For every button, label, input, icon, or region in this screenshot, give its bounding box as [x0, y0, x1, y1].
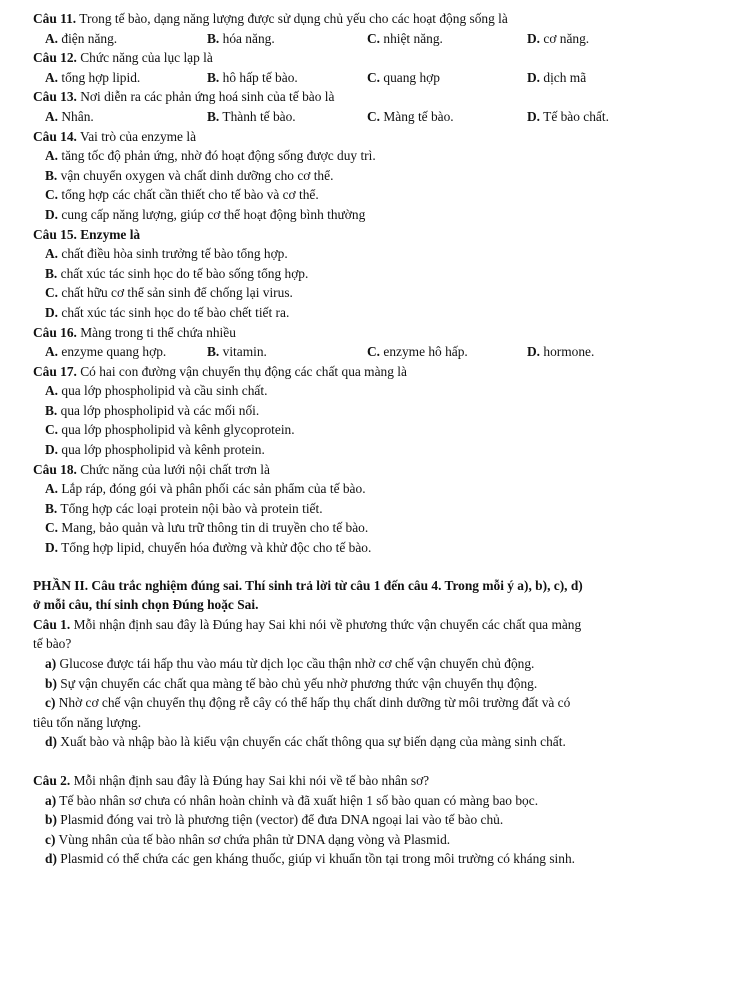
statement-label: b): [45, 675, 57, 691]
statement-d: [45, 849, 723, 869]
option-label: B.: [45, 402, 58, 418]
question-text: Vai trò của enzyme là: [76, 128, 197, 144]
option-label: A.: [45, 30, 59, 46]
option-b: [45, 264, 723, 284]
option-text: chất xúc tác sinh học do tế bào sống tổng hợp.: [57, 265, 309, 281]
option-label: C.: [45, 422, 59, 438]
option-label: A.: [45, 246, 59, 262]
statement-label: c): [45, 831, 56, 847]
question-stem: [33, 87, 723, 107]
statement-text: Vùng nhân của tế bào nhân sơ chứa phân tử DNA dạng vòng và Plasmid.: [55, 831, 451, 847]
part-2-heading-line-1: PHẦN II. Câu trắc nghiệm đúng sai. Thí sinh trả lời từ câu 1 đến câu 4. Trong mỗi ý a), b), c), d): [33, 577, 583, 593]
option-label: A.: [45, 344, 59, 360]
option-a: [45, 244, 723, 264]
statement-c: [45, 830, 723, 850]
question-number: Câu 16.: [33, 324, 77, 340]
option-label: D.: [45, 442, 59, 458]
option-text: Thành tế bào.: [219, 108, 296, 124]
option-a: [45, 68, 207, 88]
question-stem: [33, 225, 723, 245]
question-text: Chức năng của lưới nội chất trơn là: [76, 461, 270, 477]
option-b: [207, 29, 367, 49]
option-label: D.: [527, 344, 541, 360]
statement-c-continued: tiêu tốn năng lượng.: [33, 714, 142, 730]
spacer: [33, 752, 723, 771]
option-text: chất điều hòa sinh trưởng tế bào tổng hợp.: [58, 246, 288, 262]
question-text: Mỗi nhận định sau đây là Đúng hay Sai khi nói về tế bào nhân sơ?: [70, 772, 430, 788]
question-number: Câu 11.: [33, 11, 77, 26]
option-text: nhiệt năng.: [380, 30, 443, 46]
question-number: Câu 14.: [33, 128, 77, 144]
option-text: tổng hợp lipid.: [58, 69, 141, 85]
part-2-heading: [33, 576, 723, 615]
option-a: [45, 107, 207, 127]
statement-c: [45, 693, 723, 713]
statement-label: d): [45, 734, 57, 750]
question-text-continued: tế bào?: [33, 636, 72, 652]
option-label: A.: [45, 69, 59, 85]
option-a: [45, 381, 723, 401]
option-text: enzyme hô hấp.: [380, 344, 468, 360]
option-b: [45, 166, 723, 186]
question-15: [33, 225, 723, 323]
option-d: [45, 303, 723, 323]
option-text: qua lớp phospholipid và các mối nối.: [57, 402, 260, 418]
option-b: [207, 107, 367, 127]
question-number: Câu 13.: [33, 89, 77, 105]
statement-a: [45, 791, 723, 811]
option-label: B.: [45, 500, 58, 516]
option-text: Tổng hợp lipid, chuyển hóa đường và khử độc cho tế bào.: [58, 540, 372, 556]
option-text: qua lớp phospholipid và kênh glycoprotein.: [58, 422, 295, 438]
answer-options: [45, 29, 723, 49]
option-label: D.: [45, 304, 59, 320]
question-number: Câu 18.: [33, 461, 77, 477]
question-number: Câu 15. Enzyme là: [33, 226, 141, 242]
option-text: quang hợp: [380, 69, 440, 85]
question-text: Chức năng của lục lạp là: [76, 50, 213, 66]
option-d: [45, 205, 723, 225]
option-label: B.: [207, 30, 220, 46]
option-text: Màng tế bào.: [380, 108, 454, 124]
part-2-heading-line-2: ở mỗi câu, thí sinh chọn Đúng hoặc Sai.: [33, 597, 259, 613]
answer-options: [45, 68, 723, 88]
option-text: hô hấp tế bào.: [219, 69, 298, 85]
option-label: B.: [207, 69, 220, 85]
question-stem: [33, 127, 723, 147]
option-a: [45, 29, 207, 49]
statement-label: a): [45, 792, 57, 808]
option-c: [45, 518, 723, 538]
question-number: Câu 2.: [33, 772, 71, 788]
option-label: A.: [45, 108, 59, 124]
option-label: C.: [367, 30, 381, 46]
part-1-multiple-choice: [33, 9, 723, 558]
option-label: A.: [45, 383, 59, 399]
option-c: [367, 342, 527, 362]
question-text: Nơi diễn ra các phản ứng hoá sinh của tế bào là: [76, 89, 335, 105]
option-label: B.: [45, 167, 58, 183]
option-text: enzyme quang hợp.: [58, 344, 167, 360]
statement-label: c): [45, 695, 56, 711]
true-false-question-1: [33, 615, 723, 752]
statement-b: [45, 674, 723, 694]
statement-label: a): [45, 656, 57, 671]
question-number: Câu 1.: [33, 616, 71, 632]
option-text: chất xúc tác sinh học do tế bào chết tiết ra.: [58, 304, 290, 320]
option-b: [45, 499, 723, 519]
option-b: [207, 342, 367, 362]
option-text: dịch mã: [540, 69, 587, 85]
option-text: vitamin.: [219, 344, 267, 360]
option-text: tổng hợp các chất cần thiết cho tế bào và cơ thể.: [58, 187, 319, 203]
statement-label: d): [45, 851, 57, 867]
statement-b: [45, 810, 723, 830]
option-b: [207, 68, 367, 88]
option-b: [45, 401, 723, 421]
option-text: qua lớp phospholipid và kênh protein.: [58, 442, 265, 458]
statement-text: Plasmid đóng vai trò là phương tiện (vector) để đưa DNA ngoại lai vào tế bào chủ.: [56, 812, 504, 828]
option-c: [367, 29, 527, 49]
answer-options: [45, 342, 723, 362]
option-text: cơ năng.: [540, 30, 590, 46]
option-d: [45, 440, 723, 460]
option-c: [367, 107, 527, 127]
option-text: hormone.: [540, 344, 595, 360]
option-label: D.: [45, 540, 59, 556]
option-d: [45, 538, 723, 558]
option-label: C.: [367, 108, 381, 124]
option-text: qua lớp phospholipid và cầu sinh chất.: [58, 383, 268, 399]
question-16: [33, 323, 723, 362]
option-label: A.: [45, 148, 59, 164]
question-12: [33, 48, 723, 87]
option-d: [527, 107, 723, 127]
option-text: Mang, bảo quản và lưu trữ thông tin di truyền cho tế bào.: [58, 520, 369, 536]
question-text: Mỗi nhận định sau đây là Đúng hay Sai khi nói về phương thức vận chuyển các chất qua màng: [70, 616, 582, 632]
option-c: [45, 420, 723, 440]
option-label: A.: [45, 481, 59, 497]
option-text: cung cấp năng lượng, giúp cơ thể hoạt động bình thường: [58, 206, 366, 222]
question-18: [33, 460, 723, 558]
option-label: C.: [367, 69, 381, 85]
question-number: Câu 12.: [33, 50, 77, 66]
question-stem: [33, 9, 723, 29]
question-stem: [33, 362, 723, 382]
question-stem: [33, 460, 723, 480]
option-label: D.: [527, 69, 541, 85]
option-d: [527, 68, 723, 88]
option-label: C.: [45, 520, 59, 536]
question-14: [33, 127, 723, 225]
statement-text: Tế bào nhân sơ chưa có nhân hoàn chỉnh và đã xuất hiện 1 số bào quan có màng bao bọc.: [56, 792, 539, 808]
option-label: D.: [45, 206, 59, 222]
option-text: Lắp ráp, đóng gói và phân phối các sản phẩm của tế bào.: [58, 481, 366, 497]
option-a: [45, 479, 723, 499]
option-d: [527, 342, 723, 362]
option-c: [45, 185, 723, 205]
statement-a: [45, 654, 723, 674]
question-text: Màng trong ti thể chứa nhiều: [76, 324, 236, 340]
option-text: Nhân.: [58, 108, 94, 124]
statement-d: [45, 732, 723, 752]
statement-text: Xuất bào và nhập bào là kiểu vận chuyển các chất thông qua sự biến dạng của màng sinh chất.: [56, 734, 566, 750]
option-text: vận chuyển oxygen và chất dinh dưỡng cho cơ thể.: [57, 167, 334, 183]
question-stem: [33, 323, 723, 343]
option-d: [527, 29, 723, 49]
statement-label: b): [45, 812, 57, 828]
question-text: Có hai con đường vận chuyển thụ động các chất qua màng là: [76, 363, 407, 379]
statement-text: Nhờ cơ chế vận chuyển thụ động rễ cây có thể hấp thụ chất dinh dưỡng từ môi trường đất và có: [55, 695, 571, 711]
option-label: D.: [527, 108, 541, 124]
answer-options: [45, 107, 723, 127]
question-13: [33, 87, 723, 126]
option-text: hóa năng.: [219, 30, 275, 46]
option-label: B.: [45, 265, 58, 281]
option-label: D.: [527, 30, 541, 46]
option-text: Tổng hợp các loại protein nội bào và protein tiết.: [57, 500, 323, 516]
option-text: tăng tốc độ phản ứng, nhờ đó hoạt động sống được duy trì.: [58, 148, 376, 164]
option-text: chất hữu cơ thể sản sinh để chống lại virus.: [58, 285, 293, 301]
option-label: B.: [207, 344, 220, 360]
option-a: [45, 342, 207, 362]
question-number: Câu 17.: [33, 363, 77, 379]
option-c: [367, 68, 527, 88]
option-label: C.: [45, 187, 59, 203]
option-a: [45, 146, 723, 166]
option-label: C.: [45, 285, 59, 301]
statement-text: Plasmid có thể chứa các gen kháng thuốc, giúp vi khuẩn tồn tại trong môi trường có kháng sinh.: [56, 851, 575, 867]
option-text: điện năng.: [58, 30, 118, 46]
exam-document: [33, 9, 723, 869]
true-false-question-2: [33, 771, 723, 869]
question-stem: [33, 48, 723, 68]
spacer: [33, 558, 723, 576]
question-text: Trong tế bào, dạng năng lượng được sử dụng chủ yếu cho các hoạt động sống là: [76, 11, 508, 26]
question-11: [33, 9, 723, 48]
statement-text: Sự vận chuyển các chất qua màng tế bào chủ yếu nhờ phương thức vận chuyển thụ động.: [56, 675, 538, 691]
question-17: [33, 362, 723, 460]
option-label: B.: [207, 108, 220, 124]
statement-text: Glucose được tái hấp thu vào máu từ dịch lọc cầu thận nhờ cơ chế vận chuyển chủ động.: [56, 656, 535, 671]
option-text: Tế bào chất.: [540, 108, 609, 124]
option-label: C.: [367, 344, 381, 360]
option-c: [45, 283, 723, 303]
